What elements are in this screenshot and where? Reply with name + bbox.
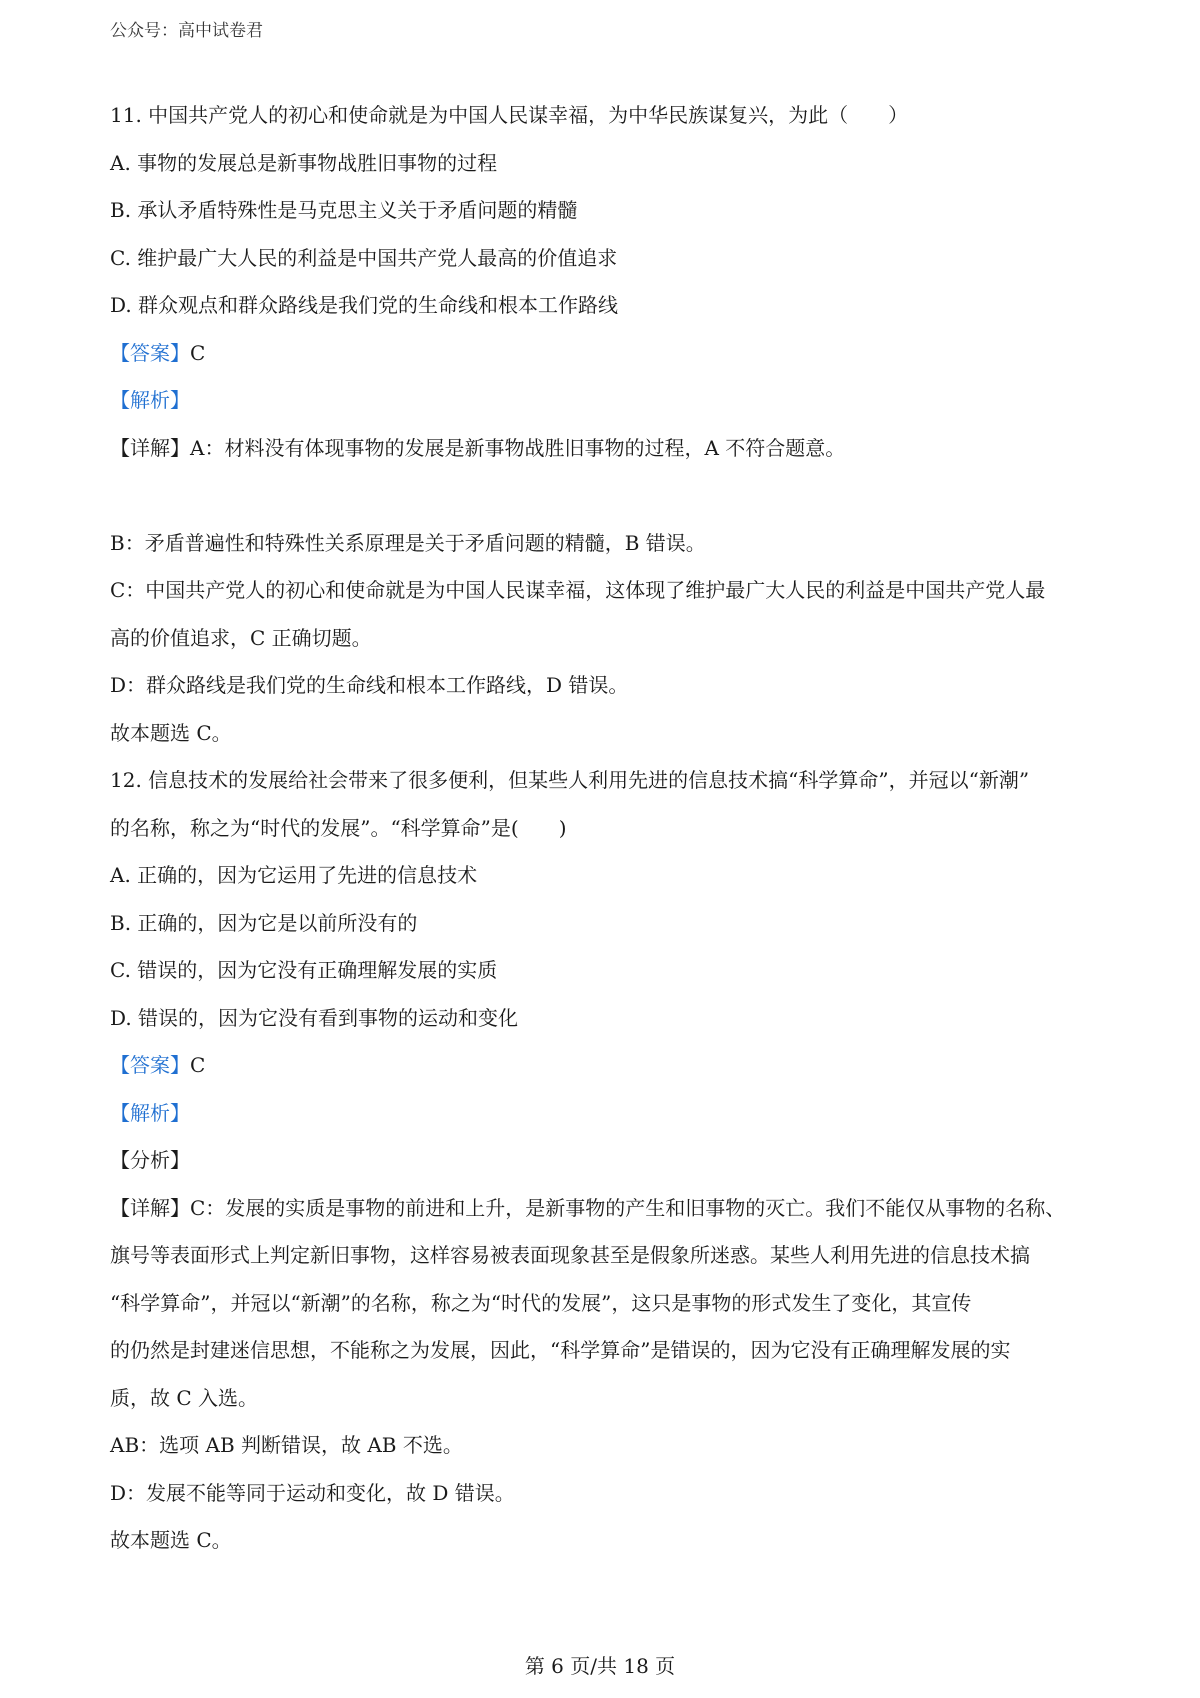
q12-option-b: B. 正确的，因为它是以前所没有的 [110, 910, 418, 935]
q11-detail-d: D：群众路线是我们党的生命线和根本工作路线，D 错误。 [110, 673, 629, 697]
q12-conclusion: 故本题选 C。 [110, 1528, 232, 1552]
q12-analysis-tag: 【解析】 [110, 1100, 190, 1125]
q11-analysis-tag: 【解析】 [110, 388, 190, 412]
q11-detail-c-line2: 高的价值追求，C 正确切题。 [110, 625, 372, 650]
q11-option-d: D. 群众观点和群众路线是我们党的生命线和根本工作路线 [110, 293, 619, 317]
answer-tag: 【答案】 [110, 340, 190, 365]
q12-option-a: A. 正确的，因为它运用了先进的信息技术 [110, 863, 478, 887]
q11-option-b: B. 承认矛盾特殊性是马克思主义关于矛盾问题的精髓 [110, 198, 578, 222]
q12-detail-d: D：发展不能等同于运动和变化，故 D 错误。 [110, 1480, 515, 1505]
q11-conclusion: 故本题选 C。 [110, 720, 232, 745]
page-number: 第 6 页/共 18 页 [524, 1654, 676, 1678]
q12-stem-line2: 的名称，称之为“时代的发展”。“科学算命”是( ) [110, 815, 567, 840]
q12-detail-line1: 【详解】C：发展的实质是事物的前进和上升，是新事物的产生和旧事物的灭亡。我们不能仅从事物的名称、 [110, 1195, 1066, 1220]
q11-answer [110, 330, 1100, 378]
q11-detail-c-line1: C：中国共产党人的初心和使命就是为中国人民谋幸福，这体现了维护最广大人民的利益是中国共产党人最 [110, 578, 1046, 602]
answer-tag: 【答案】 [110, 1053, 190, 1077]
q11-detail-a: 【详解】A：材料没有体现事物的发展是新事物战胜旧事物的过程，A 不符合题意。 [110, 435, 846, 460]
q12-detail-line3: “科学算命”，并冠以“新潮”的名称，称之为“时代的发展”，这只是事物的形式发生了变化，其宣传 [110, 1290, 972, 1315]
answer-value: C [190, 1053, 206, 1077]
q12-detail-ab: AB：选项 AB 判断错误，故 AB 不选。 [110, 1433, 463, 1457]
q12-fenxi-tag: 【分析】 [110, 1148, 190, 1172]
q12-detail-line2: 旗号等表面形式上判定新旧事物，这样容易被表面现象甚至是假象所迷惑。某些人利用先进的信息技术搞 [110, 1243, 1030, 1267]
document-body [110, 92, 1100, 1565]
q12-option-d: D. 错误的，因为它没有看到事物的运动和变化 [110, 1005, 519, 1030]
q12-detail-line5: 质，故 C 入选。 [110, 1385, 259, 1410]
q11-detail-b: B：矛盾普遍性和特殊性关系原理是关于矛盾问题的精髓，B 错误。 [110, 530, 706, 555]
q11-option-a: A. 事物的发展总是新事物战胜旧事物的过程 [110, 150, 498, 175]
q11-option-c: C. 维护最广大人民的利益是中国共产党人最高的价值追求 [110, 245, 618, 270]
answer-value: C [190, 340, 206, 365]
q12-detail-line4: 的仍然是封建迷信思想，不能称之为发展，因此，“科学算命”是错误的，因为它没有正确理解发展的实 [110, 1338, 1011, 1362]
q11-stem: 11. 中国共产党人的初心和使命就是为中国人民谋幸福，为中华民族谋复兴，为此（ ） [110, 103, 909, 127]
spacer [110, 472, 1100, 520]
q12-answer [110, 1042, 1100, 1090]
q12-option-c: C. 错误的，因为它没有正确理解发展的实质 [110, 958, 498, 982]
q12-stem-line1: 12. 信息技术的发展给社会带来了很多便利，但某些人利用先进的信息技术搞“科学算命”，并冠以“新潮” [110, 768, 1030, 792]
page-header: 公众号：高中试卷君 [110, 21, 263, 41]
